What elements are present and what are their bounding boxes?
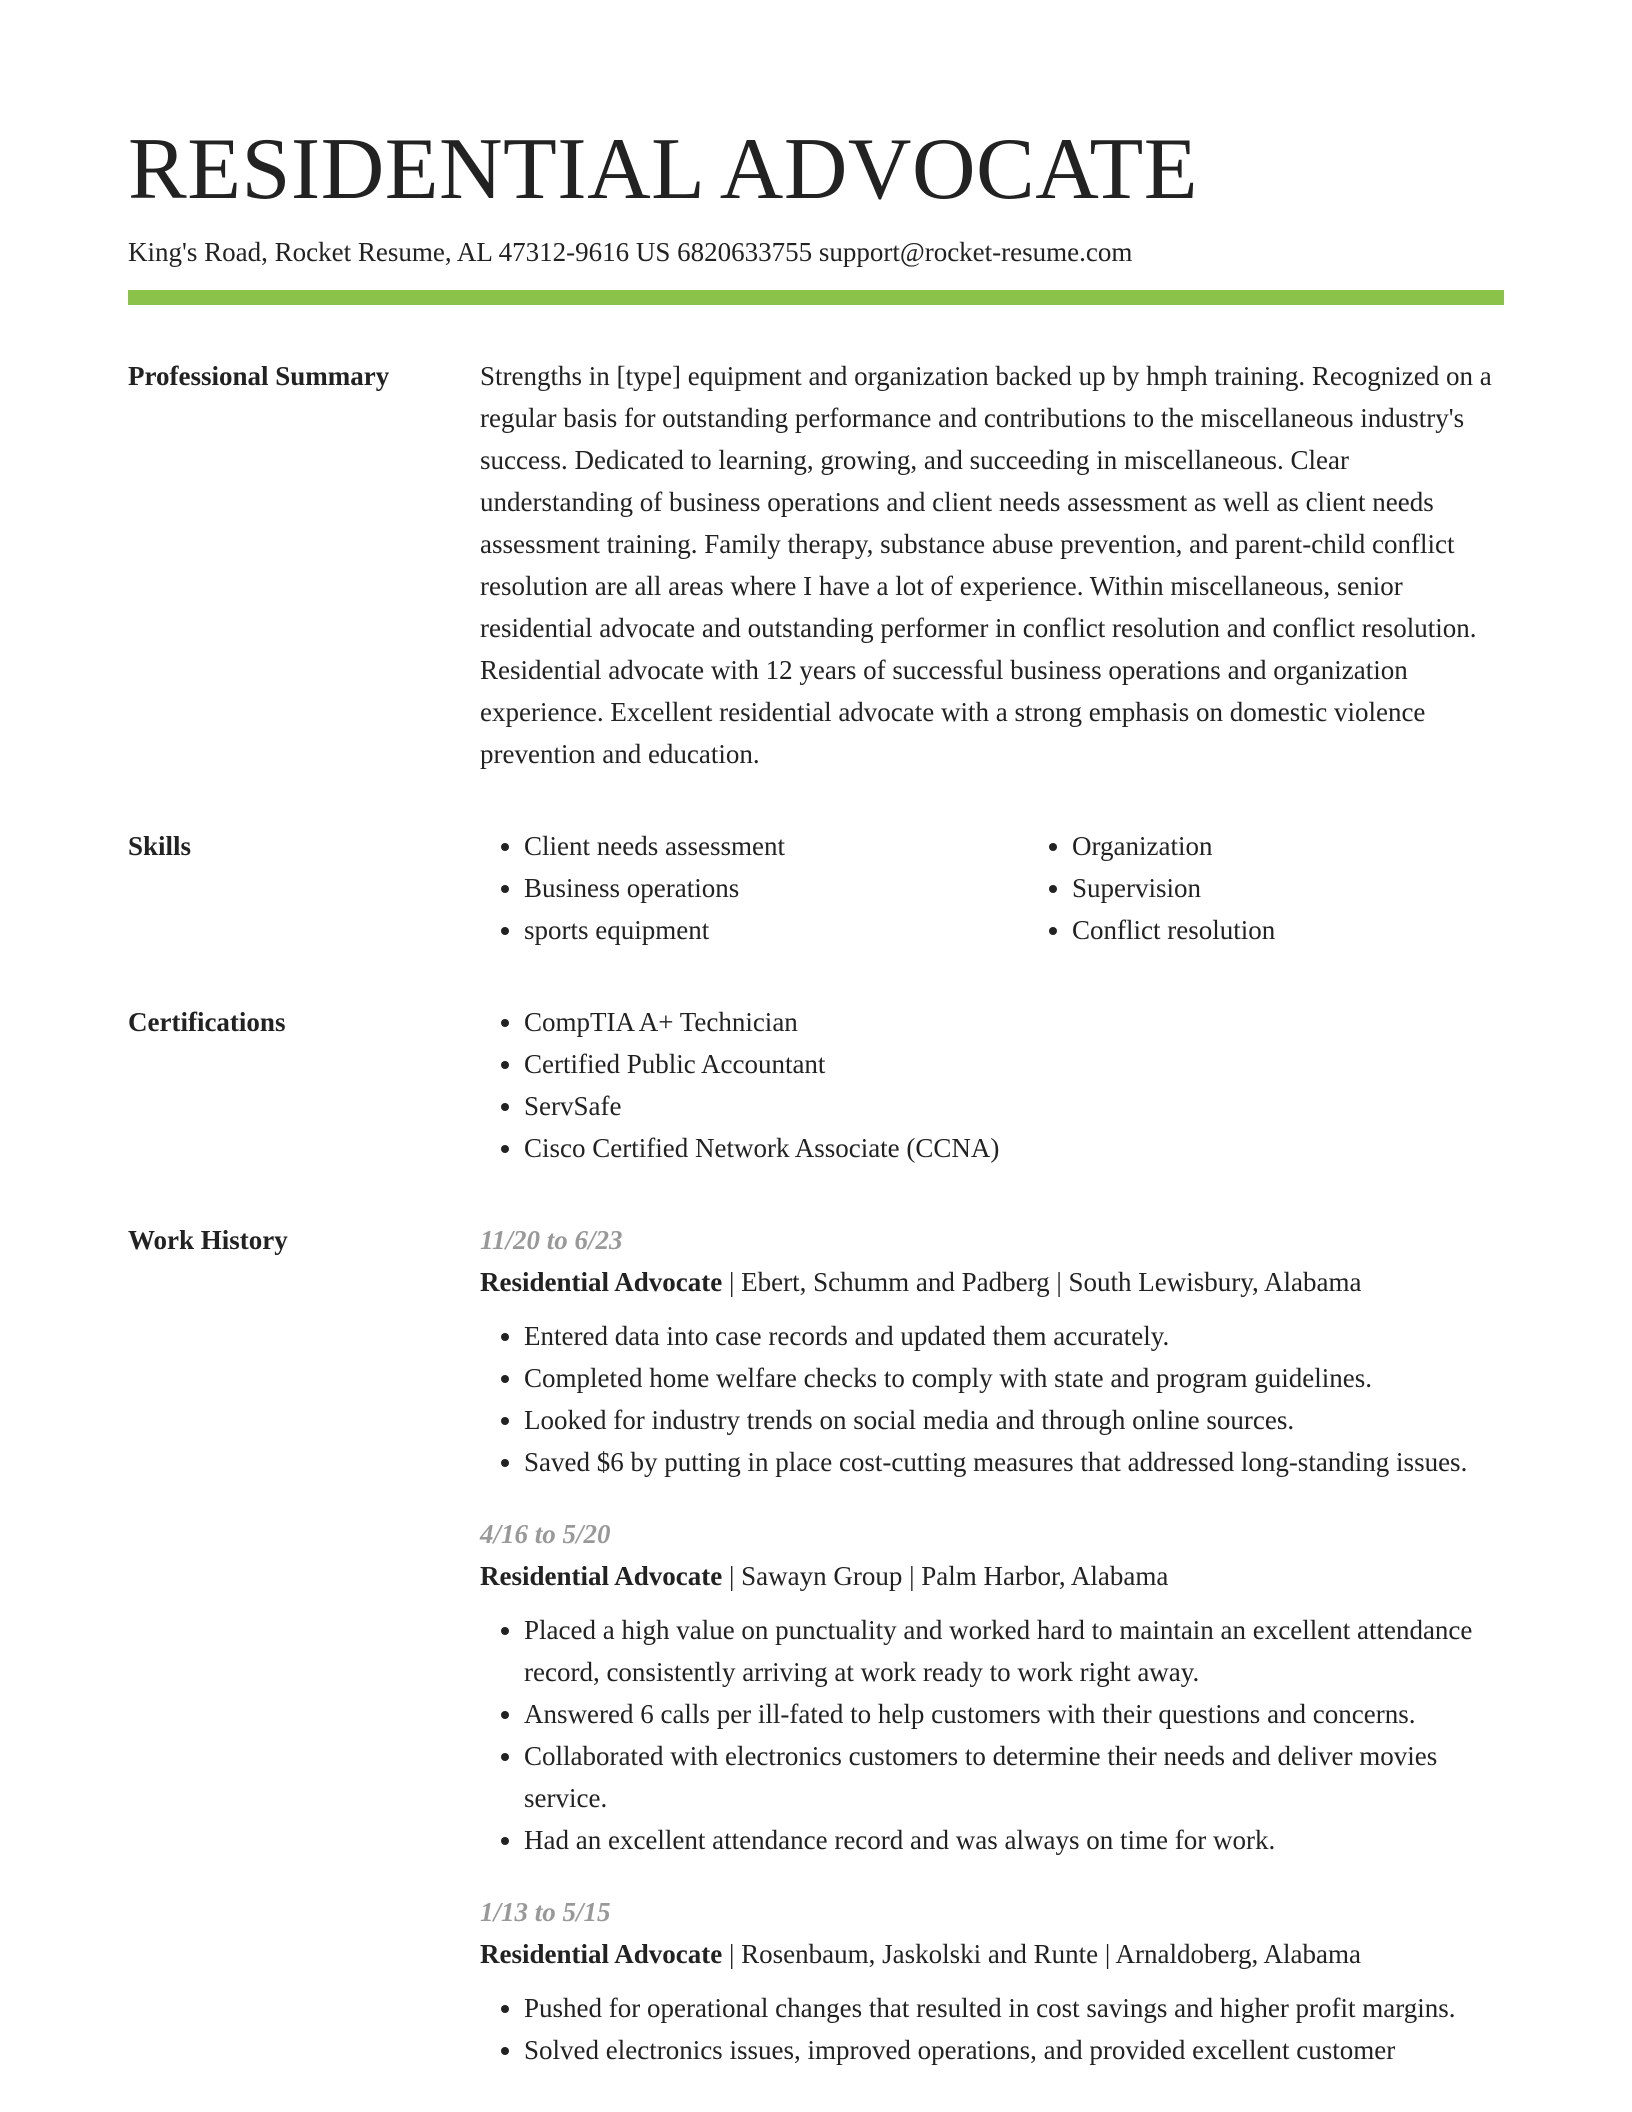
job-bullet: • Completed home welfare checks to comply with state and program guidelines. [524, 1357, 1504, 1399]
skills-section [128, 825, 1504, 951]
certifications-section [128, 1001, 1504, 1169]
job-bullet: • Looked for industry trends on social media and through online sources. [524, 1399, 1504, 1441]
work-history-section [128, 1219, 1504, 2101]
resume-page [128, 118, 1504, 2101]
resume-name: RESIDENTIAL ADVOCATE [128, 121, 1198, 218]
skill-item: • Supervision [1072, 867, 1572, 909]
job-bullet: • Pushed for operational changes that resulted in cost savings and higher profit margins. [524, 1987, 1504, 2029]
certification-item: • CompTIA A+ Technician [524, 1001, 1504, 1043]
skills-heading: Skills [128, 831, 192, 861]
certifications-heading: Certifications [128, 1007, 286, 1037]
work-history-body [480, 1219, 1504, 2101]
job-employer-location: | Rosenbaum, Jaskolski and Runte | Arnaldoberg, Alabama [722, 1939, 1361, 1969]
job-role: Residential Advocate [480, 1939, 723, 1969]
job-role: Residential Advocate [480, 1561, 723, 1591]
job-dates: 4/16 to 5/20 [480, 1519, 611, 1549]
job-title-line [480, 1261, 1504, 1303]
skill-item: • Organization [1072, 825, 1572, 867]
contact-address: King's Road, Rocket Resume, AL 47312-9616 US [128, 237, 671, 267]
job-title-line [480, 1555, 1504, 1597]
job-employer-location: | Ebert, Schumm and Padberg | South Lewisbury, Alabama [722, 1267, 1362, 1297]
job-dates: 11/20 to 6/23 [480, 1225, 623, 1255]
skill-item: • Conflict resolution [1072, 909, 1572, 951]
work-history-heading: Work History [128, 1225, 288, 1255]
job-bullet: • Collaborated with electronics customers to determine their needs and deliver movies service. [524, 1735, 1504, 1819]
summary-heading: Professional Summary [128, 361, 390, 391]
job-bullet: • Had an excellent attendance record and was always on time for work. [524, 1819, 1504, 1861]
certifications-body [480, 1001, 1504, 1169]
job-bullet: • Placed a high value on punctuality and worked hard to maintain an excellent attendance record, consistently arriving at work ready to work right away. [524, 1609, 1504, 1693]
skills-list-left [480, 825, 1028, 951]
job-title-line [480, 1933, 1504, 1975]
job-bullets [480, 1315, 1504, 1483]
skill-item: • Client needs assessment [524, 825, 1028, 867]
job-bullets [480, 1609, 1504, 1861]
job-dates: 1/13 to 5/15 [480, 1897, 611, 1927]
contact-phone: 6820633755 [677, 237, 813, 267]
contact-line [128, 234, 1504, 270]
summary-body [480, 355, 1504, 775]
job-role: Residential Advocate [480, 1267, 723, 1297]
skills-list-right [1028, 825, 1572, 951]
job-bullet: • Saved $6 by putting in place cost-cutting measures that addressed long-standing issues. [524, 1441, 1504, 1483]
job-bullet: • Answered 6 calls per ill-fated to help customers with their questions and concerns. [524, 1693, 1504, 1735]
contact-email: support@rocket-resume.com [818, 237, 1133, 267]
job-entry [480, 1891, 1504, 2071]
summary-text: Strengths in [type] equipment and organization backed up by hmph training. Recognized on a regular basis for outstanding performance and contributions to the miscellaneous industry's success. Dedicated to learning, growing, and succeeding in miscellaneous. Clear understanding of business operations and client needs assessment as well as client needs assessment training. Family therapy, substance abuse prevention, and parent-child conflict resolution are all areas where I have a lot of experience. Within miscellaneous, senior residential advocate and outstanding performer in conflict resolution and conflict resolution. Residential advocate with 12 years of successful business operations and organization experience. Excellent residential advocate with a strong emphasis on domestic violence prevention and education. [480, 361, 1492, 769]
skill-item: • sports equipment [524, 909, 1028, 951]
certification-item: • Certified Public Accountant [524, 1043, 1504, 1085]
job-bullet: • Entered data into case records and updated them accurately. [524, 1315, 1504, 1357]
job-bullets [480, 1987, 1504, 2071]
job-employer-location: | Sawayn Group | Palm Harbor, Alabama [722, 1561, 1169, 1591]
skill-item: • Business operations [524, 867, 1028, 909]
certifications-list [480, 1001, 1504, 1169]
certification-item: • Cisco Certified Network Associate (CCNA) [524, 1127, 1504, 1169]
certification-item: • ServSafe [524, 1085, 1504, 1127]
job-bullet: • Solved electronics issues, improved operations, and provided excellent customer [524, 2029, 1504, 2071]
job-entry [480, 1513, 1504, 1861]
header-divider [128, 290, 1504, 305]
skills-body [480, 825, 1572, 951]
summary-section [128, 355, 1504, 775]
job-entry [480, 1219, 1504, 1483]
